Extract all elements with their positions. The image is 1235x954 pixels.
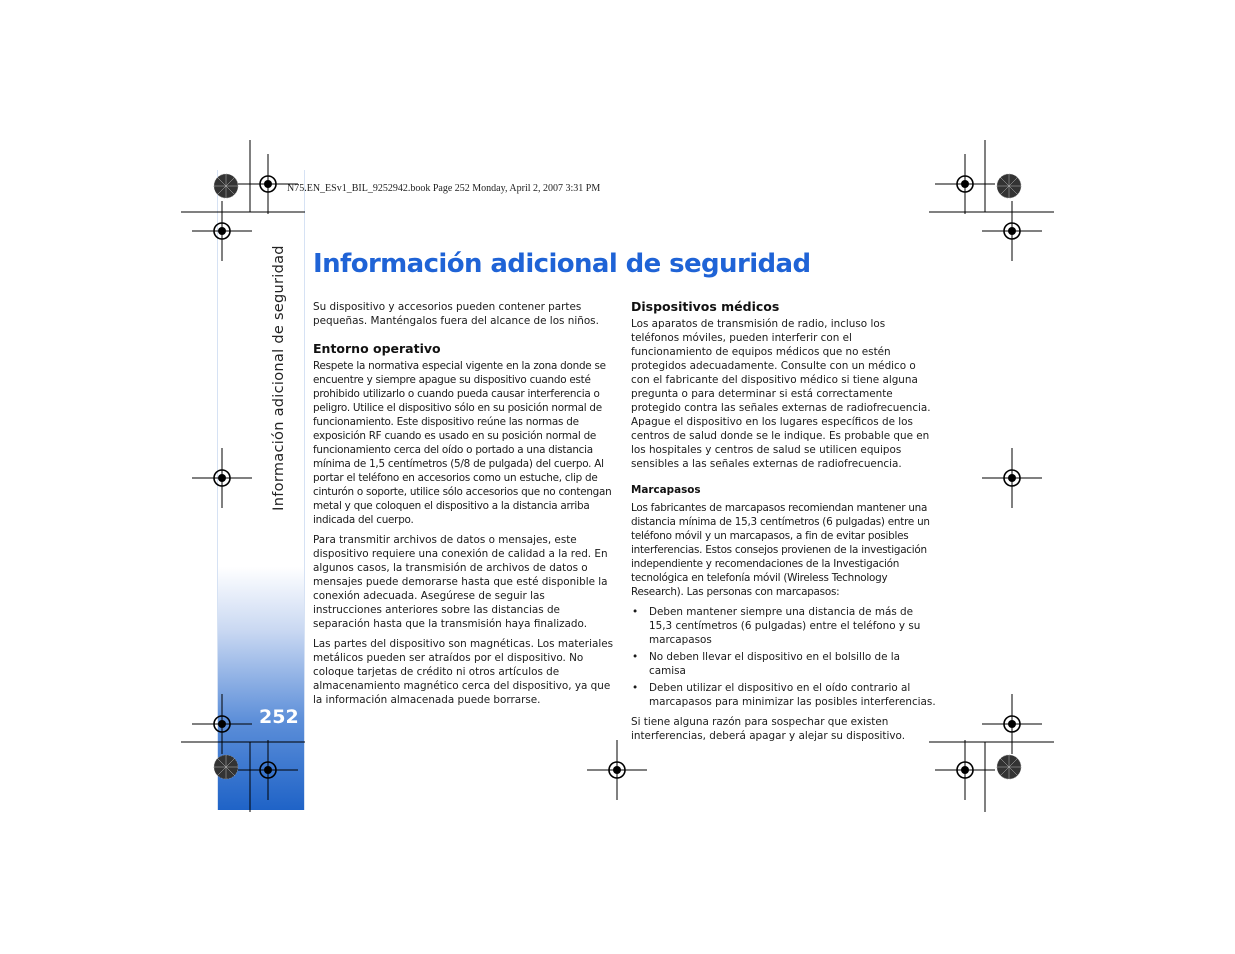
operating-environment-paragraph-3: Las partes del dispositivo son magnéticas. Los materiales metálicos pueden ser atraídos por el dispositivo. No coloque tarjetas de crédito ni otros artículos de almacenamiento magnético cerca del dispositivo, ya que la información almacenada puede borrarse. bbox=[313, 638, 614, 706]
pacemakers-paragraph-1: Los fabricantes de marcapasos recomiendan mantener una distancia mínima de 15,3 centímetros (6 pulgadas) entre un teléfono móvil y un marcapasos, a fin de evitar posibles interferencias. Estos consejos provienen de la investigación independiente y recomendaciones de la Investigación tecnológica en telefonía móvil (Wireless Technology Research). Las personas con marcapasos: bbox=[631, 502, 930, 598]
registration-mark-icon bbox=[982, 201, 1042, 261]
print-header: N75.EN_ESv1_BIL_9252942.book Page 252 Monday, April 2, 2007 3:31 PM bbox=[287, 183, 601, 194]
registration-mark-icon bbox=[192, 201, 252, 261]
operating-environment-paragraph-2: Para transmitir archivos de datos o mensajes, este dispositivo requiere una conexión de calidad a la red. En algunos casos, la transmisión de archivos de datos o mensajes puede demorarse hasta que esté disponible la conexión adecuada. Asegúrese de seguir las instrucciones anteriores sobre las distancias de separación hasta que la transmisión haya finalizado. bbox=[313, 534, 608, 630]
registration-mark-icon bbox=[238, 154, 298, 214]
bullet-icon: • bbox=[632, 682, 639, 694]
bullet-icon: • bbox=[632, 606, 639, 618]
section-heading-medical-devices: Dispositivos médicos bbox=[631, 299, 780, 314]
registration-mark-icon bbox=[587, 740, 647, 800]
operating-environment-paragraph-1: Respete la normativa especial vigente en la zona donde se encuentre y siempre apague su dispositivo cuando esté prohibido utilizarlo o cuando pueda causar interferencia o peligro. Utilice el dispositivo sólo en su posición normal de funcionamiento. Este dispositivo reúne las normas de exposición RF cuando es usado en su posición normal de funcionamiento cerca del oído o portado a una distancia mínima de 1,5 centímetros (5/8 de pulgada) del cuerpo. Al portar el teléfono en accesorios como un estuche, clip de cinturón o soporte, utilice sólo accesorios que no contengan metal y que coloquen el dispositivo a la distancia arriba indicada del cuerpo. bbox=[313, 360, 612, 526]
pacemakers-paragraph-2: Si tiene alguna razón para sospechar que existen interferencias, deberá apagar y alejar su dispositivo. bbox=[631, 716, 906, 742]
page-number: 252 bbox=[259, 706, 299, 728]
registration-mark-icon bbox=[238, 740, 298, 800]
registration-mark-icon bbox=[192, 694, 252, 754]
registration-mark-icon bbox=[192, 448, 252, 508]
sidebar-title-text: Información adicional de seguridad bbox=[271, 245, 287, 511]
medical-devices-paragraph: Los aparatos de transmisión de radio, incluso los teléfonos móviles, pueden interferir con el funcionamiento de equipos médicos que no estén protegidos adecuadamente. Consulte con un médico o con el fabricante del dispositivo médico si tiene alguna pregunta o para determinar si está correctamente protegido contra las señales externas de radiofrecuencia. Apague el dispositivo en los lugares específicos de los centros de salud donde se le indique. Es probable que en los hospitales y centros de salud se utilicen equipos sensibles a las señales externas de radiofrecuencia. bbox=[631, 318, 931, 470]
subsection-heading-pacemakers: Marcapasos bbox=[631, 484, 701, 496]
bullet-icon: • bbox=[632, 651, 639, 663]
list-item-text: Deben mantener siempre una distancia de más de 15,3 centímetros (6 pulgadas) entre el teléfono y su marcapasos bbox=[649, 606, 921, 646]
star-target-icon bbox=[214, 174, 238, 198]
registration-mark-icon bbox=[935, 740, 995, 800]
registration-mark-icon bbox=[935, 154, 995, 214]
star-target-icon bbox=[214, 755, 238, 779]
registration-mark-icon bbox=[982, 694, 1042, 754]
star-target-icon bbox=[997, 174, 1021, 198]
registration-mark-icon bbox=[982, 448, 1042, 508]
list-item-text: No deben llevar el dispositivo en el bolsillo de la camisa bbox=[649, 651, 901, 677]
crop-lines bbox=[181, 140, 1054, 812]
section-heading-operating-environment: Entorno operativo bbox=[313, 341, 441, 356]
page-title: Información adicional de seguridad bbox=[313, 249, 811, 279]
intro-paragraph: Su dispositivo y accesorios pueden contener partes pequeñas. Manténgalos fuera del alcance de los niños. bbox=[313, 301, 599, 327]
list-item-text: Deben utilizar el dispositivo en el oído contrario al marcapasos para minimizar las posibles interferencias. bbox=[649, 682, 936, 708]
star-target-icon bbox=[997, 755, 1021, 779]
